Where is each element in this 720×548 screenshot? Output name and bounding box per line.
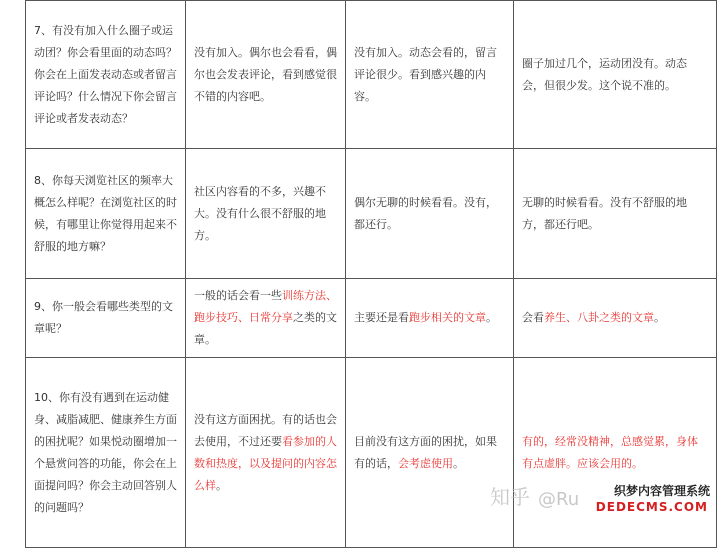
answer-text: 社区内容看的不多，兴趣不大。没有什么很不舒服的地方。 — [194, 184, 326, 242]
left-margin — [0, 0, 25, 528]
answer-text: 。 — [216, 478, 227, 492]
answer-cell-3 — [514, 149, 717, 279]
interview-table — [25, 0, 717, 548]
answer-text: 一般的话会看一些 — [194, 289, 282, 302]
highlighted-text: 养生、八卦之类的文章 — [544, 311, 654, 324]
highlighted-text: 训练方法、跑步技巧、日常分享 — [194, 289, 337, 324]
badge-url: DEDECMS.COM — [595, 500, 708, 514]
watermark-handle: @Ru — [538, 489, 580, 510]
answer-text: 主要还是看 — [354, 311, 409, 324]
question-cell: 10、你有没有遇到在运动健身、减脂减肥、健康养生方面的困扰呢？如果悦动圈增加一个悬赏问答的功能，你会在上面提问吗？你会主动回答别人的问题吗？ — [26, 358, 186, 548]
answer-text: 之类的文章。 — [194, 311, 337, 346]
table-row — [26, 1, 717, 149]
answer-cell-1 — [186, 279, 346, 358]
answer-cell-3 — [514, 1, 717, 149]
answer-cell-1 — [186, 149, 346, 279]
answer-text: 偶尔无聊的时候看看。没有，都还行。 — [354, 195, 497, 231]
answer-text: 没有加入。动态会看的，留言评论很少。看到感兴趣的内容。 — [354, 45, 497, 103]
answer-cell-1 — [186, 1, 346, 149]
answer-cell-2 — [346, 279, 514, 358]
answer-text: 。 — [654, 311, 665, 324]
answer-cell-3 — [514, 279, 717, 358]
table-row — [26, 149, 717, 279]
highlighted-text: 会考虑使用 — [398, 456, 453, 470]
watermark — [490, 480, 710, 520]
answer-text: 会看 — [522, 311, 544, 324]
watermark-zhihu: 知乎 — [490, 485, 530, 509]
answer-text: 。 — [486, 311, 497, 324]
highlighted-text: 看参加的人数和热度，以及提问的内容怎么样 — [194, 434, 337, 492]
answer-text: 。 — [453, 456, 464, 470]
highlighted-text: 有的，经常没精神，总感觉累，身体有点虚胖。应该会用的。 — [522, 434, 698, 470]
answer-cell-2 — [346, 358, 514, 548]
question-cell: 7、有没有加入什么圈子或运动团？你会看里面的动态吗？你会在上面发表动态或者留言评论吗？什么情况下你会留言评论或者发表动态？ — [26, 1, 186, 149]
answer-text: 圈子加过几个，运动团没有。动态会，但很少发。这个说不准的。 — [522, 56, 687, 92]
answer-text: 没有加入。偶尔也会看看，偶尔也会发表评论，看到感觉很不错的内容吧。 — [194, 45, 337, 103]
table-row — [26, 279, 717, 358]
watermark-badge — [595, 482, 710, 520]
highlighted-text: 跑步相关的文章 — [409, 311, 486, 324]
answer-cell-2 — [346, 149, 514, 279]
answer-cell-1 — [186, 358, 346, 548]
answer-text: 目前没有这方面的困扰，如果有的话， — [354, 434, 497, 470]
badge-title: 织梦内容管理系统 — [613, 484, 710, 498]
question-cell: 9、你一般会看哪些类型的文章呢？ — [26, 279, 186, 358]
answer-cell-2 — [346, 1, 514, 149]
question-cell: 8、你每天浏览社区的频率大概怎么样呢？在浏览社区的时候，有哪里让你觉得用起来不舒服的地方嘛？ — [26, 149, 186, 279]
answer-text: 无聊的时候看看。没有不舒服的地方，都还行吧。 — [522, 195, 687, 231]
answer-text: 没有这方面困扰。有的话也会去使用，不过还要 — [194, 412, 337, 448]
